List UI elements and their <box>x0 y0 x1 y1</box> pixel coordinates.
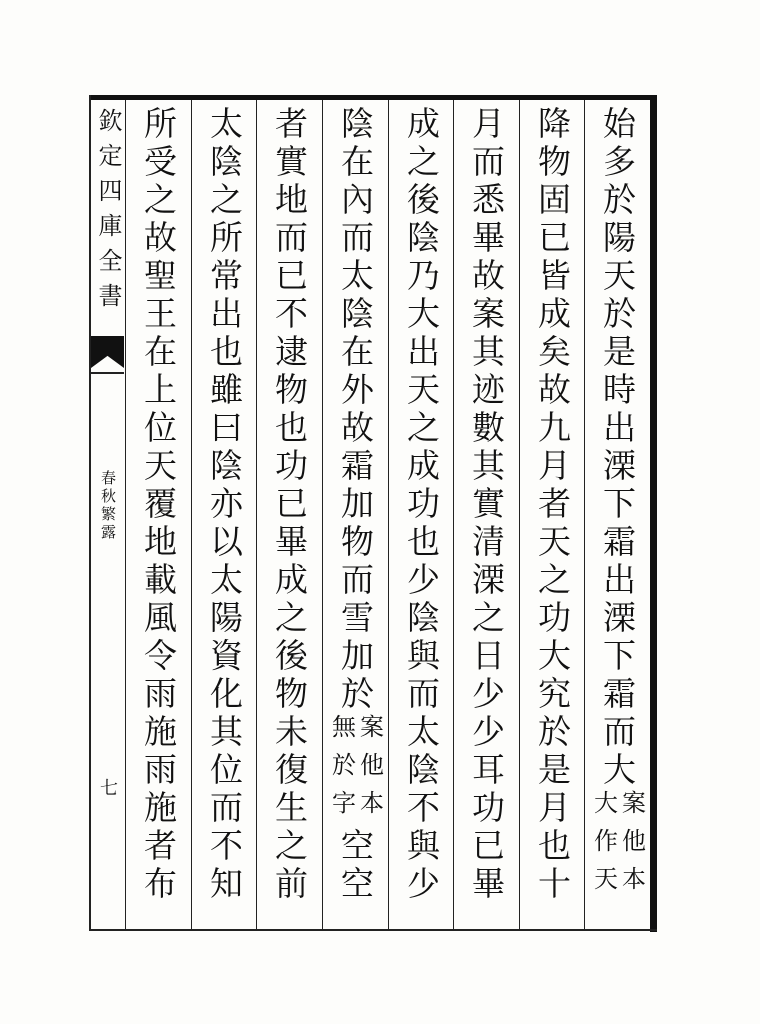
note-line-right: 案他本 <box>355 714 384 828</box>
column-text: 太陰之所常出也雖曰陰亦以太陽資化其位而不知 <box>205 106 244 904</box>
note-line-right: 案他本 <box>617 790 646 904</box>
interlinear-note <box>327 714 384 828</box>
center-fold-margin <box>90 100 125 929</box>
interlinear-note <box>589 790 646 904</box>
column-text: 者實地而已不逮物也功已畢成之後物未復生之前 <box>270 106 309 904</box>
column-text: 降物固已皆成矣故九月者天之功大究於是月也十 <box>533 106 572 904</box>
column-text: 始多於陽天於是時出溧下霜出溧下霜而大 <box>598 106 637 790</box>
text-column-3 <box>453 100 519 929</box>
column-text: 月而悉畢故案其迹數其實清溧之日少少耳功已畢 <box>467 106 506 904</box>
text-column-4 <box>388 100 454 929</box>
collection-title: 欽定四庫全書 <box>94 108 122 318</box>
frame-bottom-border <box>90 929 657 931</box>
column-text: 所受之故聖王在上位天覆地載風令雨施雨施者布 <box>139 106 178 904</box>
fishtail-mark-icon <box>91 336 124 368</box>
text-column-6 <box>256 100 322 929</box>
note-line-left: 大作天 <box>589 790 618 904</box>
text-column-7 <box>191 100 257 929</box>
book-title: 春秋繁露 <box>99 470 117 542</box>
fishtail-rule <box>91 372 124 374</box>
page-number: 七 <box>97 778 118 796</box>
text-column-2 <box>519 100 585 929</box>
text-column-1 <box>584 100 650 929</box>
column-text: 陰在內而太陰在外故霜加物而雪加於 <box>336 106 375 714</box>
note-line-left: 無於字 <box>327 714 356 828</box>
text-column-5 <box>322 100 388 929</box>
text-column-8 <box>125 100 191 929</box>
column-text-continued: 空空 <box>336 828 375 904</box>
frame-right-border <box>650 95 657 932</box>
column-text: 成之後陰乃大出天之成功也少陰與而太陰不與少 <box>402 106 441 904</box>
